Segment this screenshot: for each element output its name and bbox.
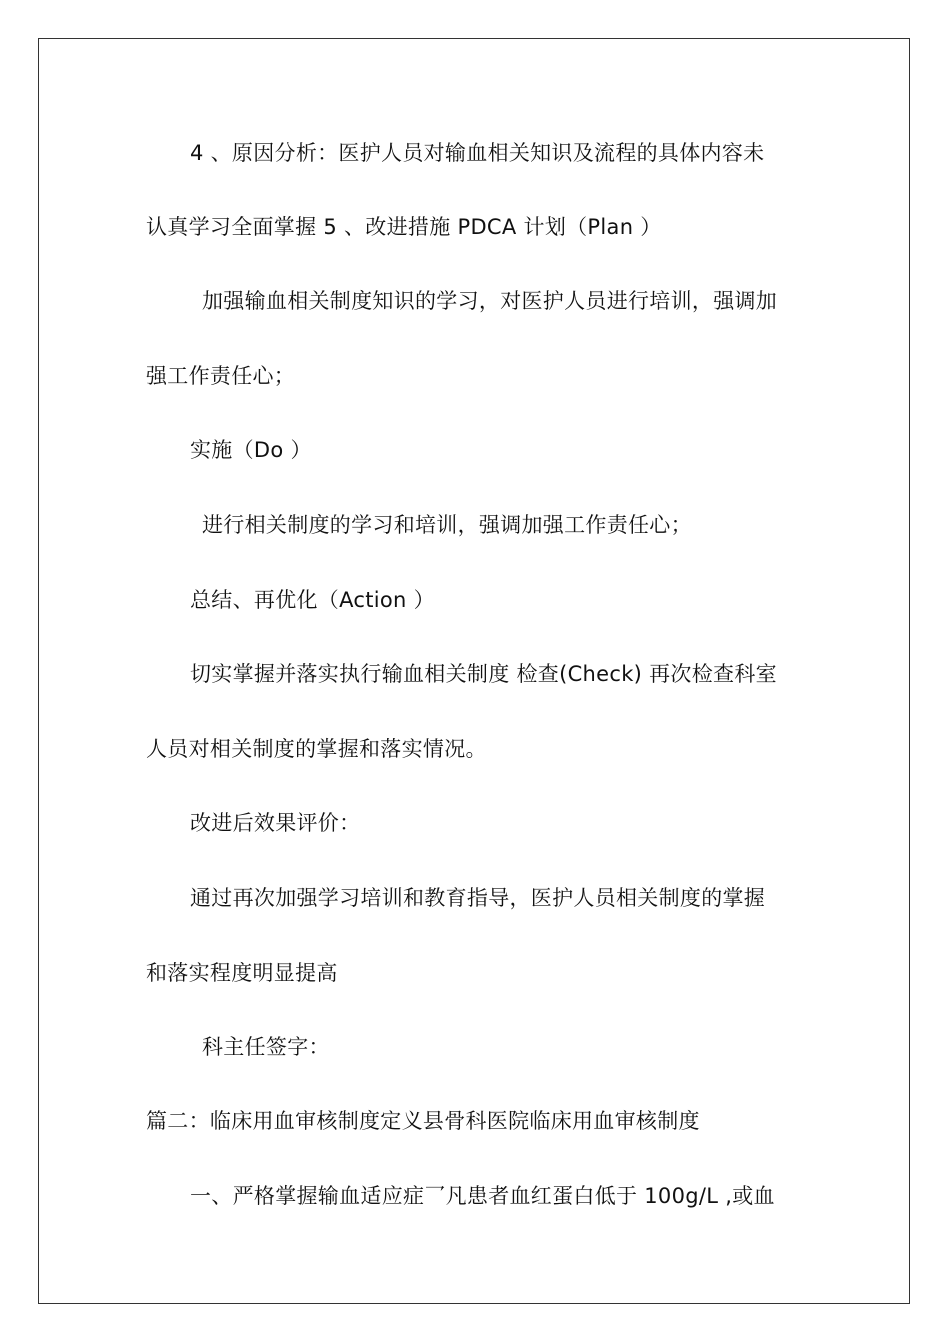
paragraph-line-2: 认真学习全面掌握 5 、改进措施 PDCA 计划（Plan ）	[146, 215, 662, 239]
paragraph-line-6: 进行相关制度的学习和培训，强调加强工作责任心；	[202, 513, 692, 537]
signature-label: 科主任签字：	[202, 1035, 330, 1059]
paragraph-line-12: 和落实程度明显提高	[146, 961, 338, 985]
paragraph-line-7: 总结、再优化（Action ）	[190, 588, 435, 612]
paragraph-line-1: 4 、原因分析：医护人员对输血相关知识及流程的具体内容未	[190, 141, 765, 165]
paragraph-line-8: 切实掌握并落实执行输血相关制度 检查(Check) 再次检查科室	[190, 662, 777, 686]
paragraph-line-3: 加强输血相关制度知识的学习，对医护人员进行培训，强调加	[202, 289, 778, 313]
paragraph-line-11: 通过再次加强学习培训和教育指导，医护人员相关制度的掌握	[190, 886, 766, 910]
paragraph-line-9: 人员对相关制度的掌握和落实情况。	[146, 737, 487, 761]
paragraph-line-4: 强工作责任心；	[146, 364, 296, 388]
paragraph-line-5: 实施（Do ）	[190, 438, 312, 462]
paragraph-line-10: 改进后效果评价：	[190, 811, 361, 835]
paragraph-line-15: 一、严格掌握输血适应症乛凡患者血红蛋白低于 100g/L ,或血	[190, 1184, 775, 1208]
section-heading: 篇二：临床用血审核制度定义县骨科医院临床用血审核制度	[146, 1109, 700, 1133]
